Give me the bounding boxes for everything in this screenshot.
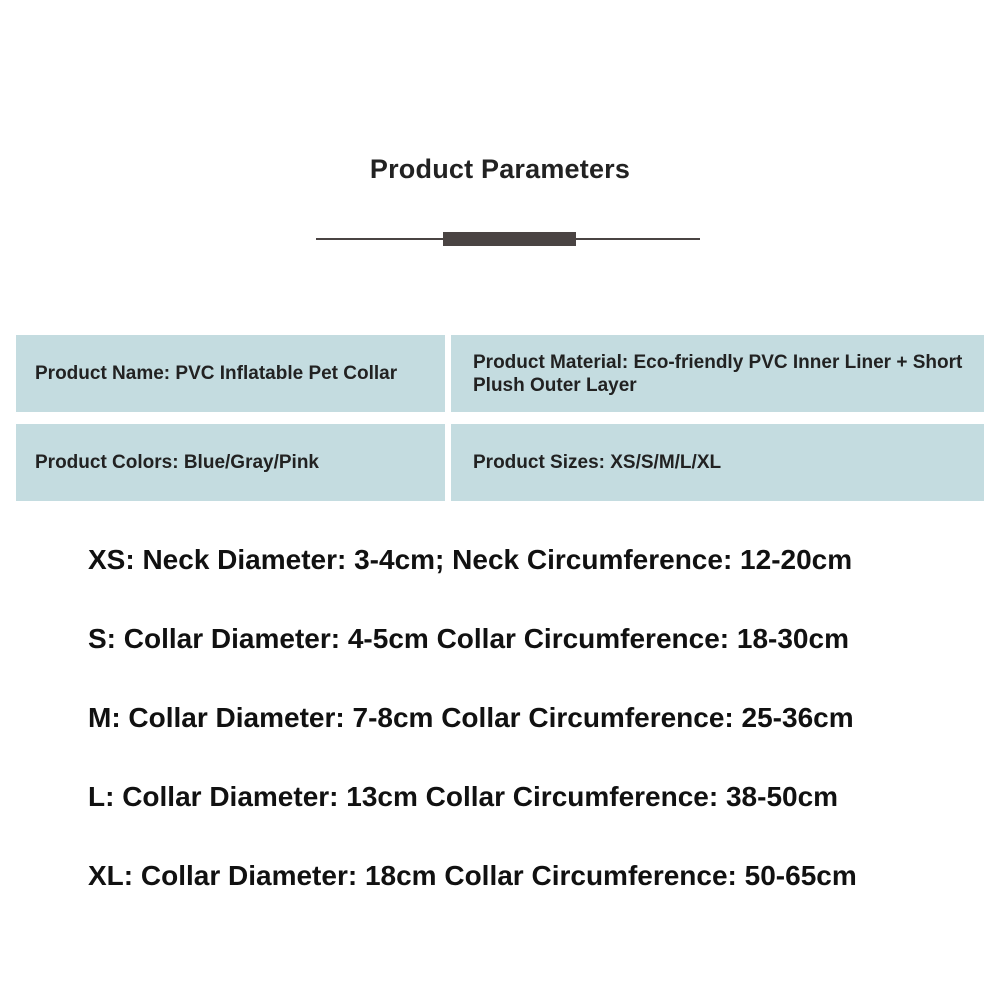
size-line-m: M: Collar Diameter: 7-8cm Collar Circumference: 25-36cm <box>88 702 854 733</box>
product-material-cell <box>451 335 984 412</box>
size-line-l: L: Collar Diameter: 13cm Collar Circumference: 38-50cm <box>88 781 839 812</box>
size-line-xs: XS: Neck Diameter: 3-4cm; Neck Circumference: 12-20cm <box>88 544 853 575</box>
product-colors-text: Product Colors: Blue/Gray/Pink <box>35 452 319 473</box>
product-name-text: Product Name: PVC Inflatable Pet Collar <box>35 363 398 384</box>
size-chart <box>88 540 968 935</box>
product-sizes-cell <box>451 424 984 501</box>
product-name-cell <box>16 335 445 412</box>
product-colors-cell <box>16 424 445 501</box>
page-title: Product Parameters <box>369 154 631 184</box>
product-material-text: Product Material: Eco-friendly PVC Inner Liner + Short Plush Outer Layer <box>473 351 963 396</box>
title-divider-bar <box>443 232 576 246</box>
size-line-s: S: Collar Diameter: 4-5cm Collar Circumference: 18-30cm <box>88 623 849 654</box>
size-line-xl: XL: Collar Diameter: 18cm Collar Circumference: 50-65cm <box>88 860 857 891</box>
product-sizes-text: Product Sizes: XS/S/M/L/XL <box>473 452 722 473</box>
